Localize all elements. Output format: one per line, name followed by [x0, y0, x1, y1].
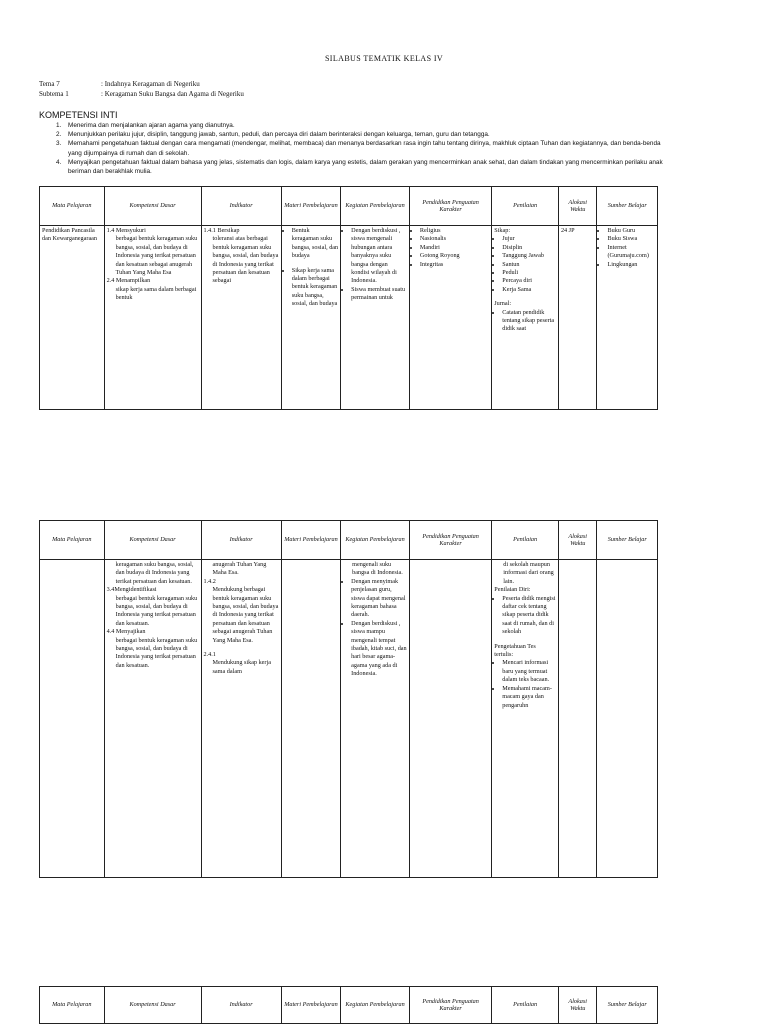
- list-item: • Kerja Sama: [502, 286, 556, 294]
- table-header-row: [40, 187, 658, 226]
- cell-kegiatan: [341, 226, 410, 410]
- list-item: • Dengan berdiskusi , siswa mampu mengenali tempat ibadah, kitab suci, dan hari besar agama-agama yang ada di Indonesia.: [351, 620, 407, 679]
- header-penilaian: Penilaian: [492, 187, 559, 226]
- kompetensi-inti-heading: KOMPETENSI INTI: [39, 110, 118, 120]
- kompetensi-inti-list: [56, 121, 676, 176]
- header-kd: Kompetensi Dasar: [104, 521, 201, 560]
- list-item: • Disiplin: [502, 244, 556, 252]
- list-item: • Mandiri: [420, 244, 489, 252]
- cell-mapel: Pendidikan Pancasila dan Kewarganegaraan: [40, 226, 105, 410]
- syllabus-table-3: [39, 986, 658, 1024]
- list-item: • Catatan pendidik tentang sikap peserta didik saat: [502, 309, 556, 334]
- header-kd: Kompetensi Dasar: [104, 187, 201, 226]
- header-pendidikan: Pendidikan Penguatan Karakter: [409, 187, 491, 226]
- subtema-line: [39, 90, 244, 98]
- header-kegiatan: Kegiatan Pembelajaran: [341, 987, 410, 1024]
- cell-kd: keragaman suku bangsa, sosial, dan budaya di Indonesia yang terikat persatuan dan kesatuan. 3.4Mengidentifikasi berbagai bentuk keragaman suku bangsa, sosial, dan budaya di Indonesia yang terikat persatuan dan kesatuan. 4.4 Menyajikan berbagai bentuk keragaman suku bangsa, sosial, dan budaya di Indonesia yang terikat persatuan dan kesatuan.: [104, 560, 201, 878]
- list-item: • Dengan menyimak penjelasan guru, siswa dapat mengenal keragaman bahasa daerah.: [351, 578, 407, 620]
- header-mapel: Mata Pelajaran: [40, 987, 105, 1024]
- list-item: • Jujur: [502, 235, 556, 243]
- table-row: [40, 560, 658, 878]
- ki-item: 2. Menunjukkan perilaku jujur, disiplin, tanggung jawab, santun, peduli, dan percaya diri dalam berinteraksi dengan keluarga, teman, guru dan tetangga.: [56, 131, 490, 139]
- header-materi: Materi Pembelajaran: [281, 521, 340, 560]
- cell-sumber: [597, 560, 658, 878]
- cell-karakter: [409, 226, 491, 410]
- tema-value: : Indahnya Keragaman di Negeriku: [101, 80, 200, 88]
- list-item: • Religius: [420, 227, 489, 235]
- header-materi: Materi Pembelajaran: [281, 987, 340, 1024]
- cell-kegiatan: mengenali suku bangsa di Indonesia. • Dengan menyimak penjelasan guru, siswa dapat mengenal keragaman bahasa daerah. • Dengan berdiskusi , siswa mampu mengenali tempat ibadah, kitab suci, dan hari besar agama-agama yang ada di Indonesia.: [341, 560, 410, 878]
- header-pendidikan: Pendidikan Penguatan Karakter: [409, 521, 491, 560]
- cell-kd: 1.4 Mensyukuri berbagai bentuk keragaman suku bangsa, sosial, dan budaya di Indonesia yang terikat persatuan dan kesatuan sebagai anugerah Tuhan Yang Maha Esa 2.4 Menampilkan sikap kerja sama dalam berbagai bentuk: [104, 226, 201, 410]
- syllabus-table-1: [39, 186, 658, 410]
- header-penilaian: Penilaian: [492, 987, 559, 1024]
- header-materi: Materi Pembelajaran: [281, 187, 340, 226]
- cell-sumber: [597, 226, 658, 410]
- header-indikator: Indikator: [201, 521, 281, 560]
- list-item: • Peserta didik mengisi daftar cek tentang sikap peserta didik saat di rumah, dan di sekolah: [502, 595, 556, 637]
- list-item: • Buku Siswa: [607, 235, 655, 243]
- list-item: • Buku Guru: [607, 227, 655, 235]
- header-mapel: Mata Pelajaran: [40, 521, 105, 560]
- ki-item: 1. Menerima dan menjalankan ajaran agama yang dianutnya.: [56, 122, 235, 129]
- header-indikator: Indikator: [201, 187, 281, 226]
- list-item: • Percaya diri: [502, 277, 556, 285]
- list-item: • Siswa membuat suatu permainan untuk: [351, 286, 407, 303]
- cell-materi: [281, 226, 340, 410]
- list-item: • Bentuk keragaman suku bangsa, sosial, dan budaya: [292, 227, 338, 261]
- header-kegiatan: Kegiatan Pembelajaran: [341, 521, 410, 560]
- list-item: • Internet (Gurumaju.com): [607, 244, 655, 261]
- cell-karakter: [409, 560, 491, 878]
- cell-alokasi: [558, 560, 597, 878]
- header-sumber: Sumber Belajar: [597, 187, 658, 226]
- header-kegiatan: Kegiatan Pembelajaran: [341, 187, 410, 226]
- cell-penilaian: Sikap: • Jujur • Disiplin • Tanggung Jawab • Santun • Peduli • Percaya diri • Kerja Sama Jurnal: • Catatan pendidik tentang sikap peserta didik saat: [492, 226, 559, 410]
- cell-indikator: anugerah Tuhan Yang Maha Esa. 1.4.2 Mendukung berbagai bentuk keragaman suku bangsa, sosial, dan budaya di Indonesia yang terikat persatuan dan kesatuan sebagai anugerah Tuhan Yang Maha Esa. 2.4.1 Mendukung sikap kerja sama dalam: [201, 560, 281, 878]
- ki-item: 3. Memahami pengetahuan faktual dengan cara mengamati (mendengar, melihat, membaca) dan menanya berdasarkan rasa ingin tahu tentang dirinya, makhluk ciptaan Tuhan dan kegiatannya, dan benda-benda yang dijumpainya di rumah dan di sekolah.: [56, 140, 661, 157]
- header-pendidikan: Pendidikan Penguatan Karakter: [409, 987, 491, 1024]
- list-item: • Nasionalis: [420, 235, 489, 243]
- list-item: • Gotong Royong: [420, 252, 489, 260]
- cell-materi: [281, 560, 340, 878]
- cell-indikator: 1.4.1 Bersikap toleransi atas berbagai bentuk keragaman suku bangsa, sosial, dan budaya di Indonesia yang terikat persatuan dan kesatuan sebagai: [201, 226, 281, 410]
- header-sumber: Sumber Belajar: [597, 987, 658, 1024]
- list-item: • Santun: [502, 261, 556, 269]
- subtema-value: : Keragaman Suku Bangsa dan Agama di Negeriku: [101, 90, 244, 98]
- table-header-row: [40, 521, 658, 560]
- list-item: • Sikap kerja sama dalam berbagai bentuk keragaman suku bangsa, sosial, dan budaya: [292, 267, 338, 309]
- header-alokasi: Alokasi Waktu: [558, 187, 597, 226]
- page-title: SILABUS TEMATIK KELAS IV: [324, 54, 444, 63]
- list-item: • Tanggung Jawab: [502, 252, 556, 260]
- list-item: • Dengan berdiskusi , siswa mengenali hubungan antara banyaknya suku bangsa dengan kondisi wilayah di Indonesia.: [351, 227, 407, 286]
- header-kd: Kompetensi Dasar: [104, 987, 201, 1024]
- cell-mapel: [40, 560, 105, 878]
- subtema-label: Subtema 1: [39, 90, 69, 98]
- list-item: • Memahami macam-macam gaya dan pengaruhn: [502, 685, 556, 710]
- header-indikator: Indikator: [201, 987, 281, 1024]
- cell-penilaian: di sekolah maupun informasi dari orang lain. Penilaian Diri: • Peserta didik mengisi daftar cek tentang sikap peserta didik saat di rumah, dan di sekolah Pengetahuan Tes tertulis: • Mencari informasi baru yang termuat dalam teks bacaan. • Memahami macam-macam gaya dan pengaruhn: [492, 560, 559, 878]
- header-alokasi: Alokasi Waktu: [558, 987, 597, 1024]
- cell-alokasi: 24 JP: [558, 226, 597, 410]
- list-item: • Integritas: [420, 261, 489, 269]
- header-sumber: Sumber Belajar: [597, 521, 658, 560]
- syllabus-table-2: [39, 520, 658, 878]
- list-item: • Peduli: [502, 269, 556, 277]
- table-row: [40, 226, 658, 410]
- tema-label: Tema 7: [39, 80, 60, 88]
- list-item: • Lingkungan: [607, 261, 655, 269]
- tema-line: [39, 80, 200, 88]
- header-alokasi: Alokasi Waktu: [558, 521, 597, 560]
- header-mapel: Mata Pelajaran: [40, 187, 105, 226]
- ki-item: 4. Menyajikan pengetahuan faktual dalam bahasa yang jelas, sistematis dan logis, dalam karya yang estetis, dalam gerakan yang mencerminkan anak sehat, dan dalam tindakan yang mencerminkan perilaku anak beriman dan berakhlak mulia.: [56, 158, 663, 176]
- list-item: • Mencari informasi baru yang termuat dalam teks bacaan.: [502, 659, 556, 684]
- table-header-row: [40, 987, 658, 1024]
- header-penilaian: Penilaian: [492, 521, 559, 560]
